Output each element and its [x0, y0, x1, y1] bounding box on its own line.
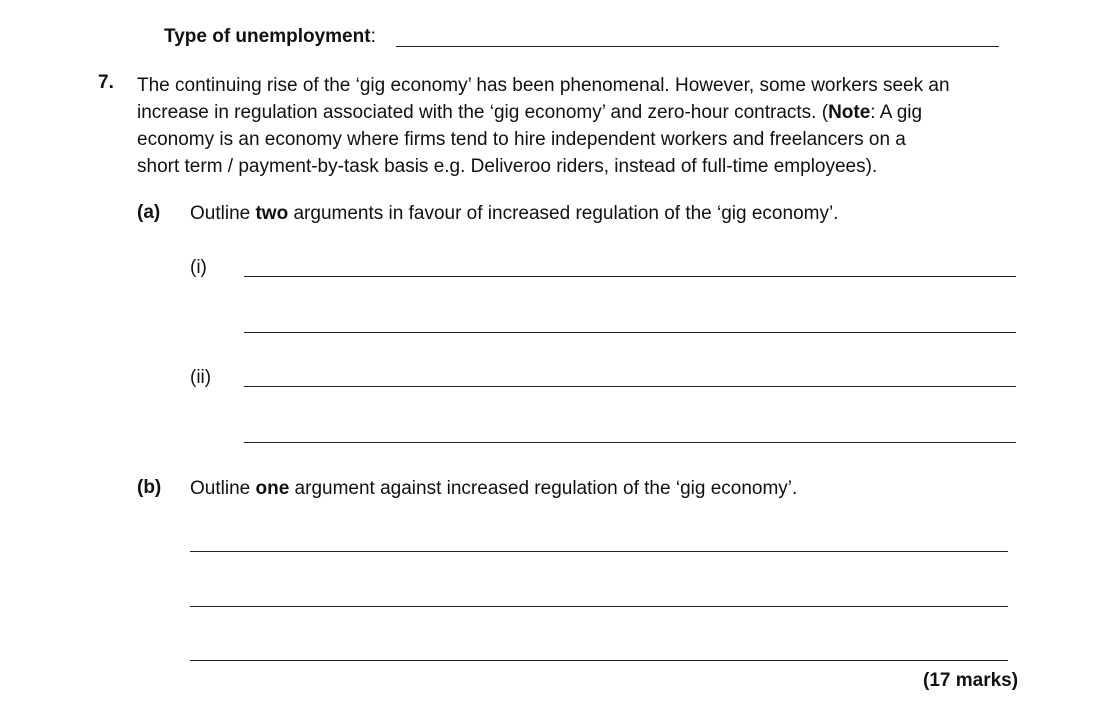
- question-line-1: The continuing rise of the ‘gig economy’ has been phenomenal. However, some workers seek an: [137, 75, 950, 96]
- unemployment-type-answer-line[interactable]: [396, 46, 999, 47]
- part-b-label: (b): [137, 477, 162, 498]
- question-line-3: economy is an economy where firms tend to hire independent workers and freelancers on a: [137, 129, 906, 150]
- part-b-answer-line-3[interactable]: [190, 660, 1008, 661]
- part-a-ii-answer-line-1[interactable]: [244, 386, 1016, 387]
- part-a-sub-ii-label: (ii): [190, 367, 212, 388]
- part-a-ii-answer-line-2[interactable]: [244, 442, 1016, 443]
- question-line-2: increase in regulation associated with the ‘gig economy’ and zero-hour contracts. (Note: A gig: [137, 102, 923, 123]
- note-label: Note: [828, 102, 871, 123]
- part-b-prompt: Outline one argument against increased regulation of the ‘gig economy’.: [190, 478, 798, 499]
- unemployment-type-label: Type of unemployment:: [164, 26, 376, 47]
- part-a-i-answer-line-1[interactable]: [244, 276, 1016, 277]
- question-text: [137, 72, 950, 180]
- part-a-label: (a): [137, 202, 161, 223]
- part-b-answer-line-2[interactable]: [190, 606, 1008, 607]
- marks-total: (17 marks): [923, 670, 1019, 691]
- question-line-4: short term / payment-by-task basis e.g. Deliveroo riders, instead of full-time employees).: [137, 156, 878, 177]
- part-a-sub-i-label: (i): [190, 257, 207, 278]
- part-a-prompt: Outline two arguments in favour of increased regulation of the ‘gig economy’.: [190, 203, 839, 224]
- question-number: 7.: [98, 72, 114, 93]
- part-a-i-answer-line-2[interactable]: [244, 332, 1016, 333]
- part-b-answer-line-1[interactable]: [190, 551, 1008, 552]
